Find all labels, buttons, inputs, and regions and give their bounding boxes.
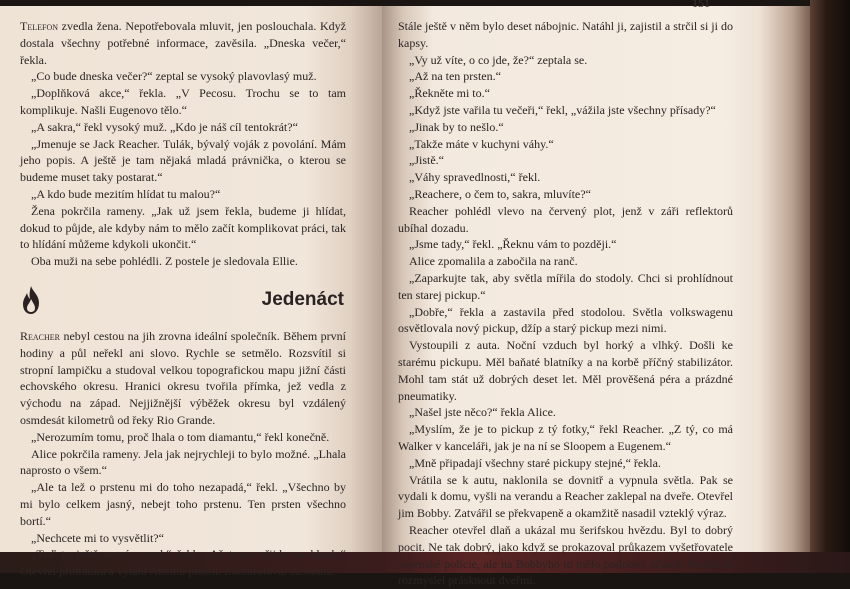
chapter-text (20, 328, 346, 580)
paragraph (398, 119, 733, 136)
left-page-top-text (20, 18, 346, 270)
paragraph (20, 328, 346, 429)
page-number: 151 (692, 0, 710, 10)
paragraph (398, 169, 733, 186)
paragraph-text: zvedla žena. Nepotřebovala mluvit, jen poslouchala. Když dostala všechny potřebné informace, zavěsila. „Dneska večer,“ řekla. (20, 19, 346, 67)
paragraph-text: „A kdo bude mezitím hlídat tu malou?“ (31, 186, 221, 201)
paragraph (398, 136, 733, 153)
paragraph-text: „Jistě.“ (409, 153, 444, 168)
paragraph (20, 136, 346, 186)
book-page-edges (810, 0, 850, 573)
paragraph (20, 68, 346, 85)
paragraph-text: „Řekněte mi to.“ (409, 86, 490, 101)
paragraph-text: „Když jste vařila tu večeři,“ řekl, „vážila jste všechny přísady?“ (409, 102, 716, 117)
right-page-column (398, 18, 733, 589)
paragraph (20, 546, 346, 580)
paragraph (398, 68, 733, 85)
paragraph-text: „Až na ten prsten.“ (409, 69, 501, 84)
paragraph (398, 236, 733, 253)
paragraph (398, 304, 733, 338)
paragraph-text: „Myslím, že je to pickup z tý fotky,“ řekl Reacher. „Z tý, co má Walker v kanceláři, jak je na ní se Sloopem a Eugenem.“ (398, 422, 733, 453)
left-page (0, 6, 382, 579)
paragraph-text: Stále ještě v něm bylo deset nábojnic. Natáhl ji, zajistil a strčil si ji do kapsy. (398, 19, 733, 50)
right-page (382, 0, 810, 588)
paragraph (20, 186, 346, 203)
paragraph (20, 18, 346, 68)
paragraph-text: „Dobře,“ řekla a zastavila před stodolou. Světla volkswagenu osvětlovala nový pickup, džíp a starý pickup mezi nimi. (398, 304, 733, 336)
paragraph-text: „Ale ta lež o prstenu mi do toho nezapadá,“ řekl. „Všechno by mi bylo celkem jasný, nebejt toho prstenu. Ten prsten všechno bortí.“ (20, 480, 346, 528)
paragraph (398, 337, 733, 404)
paragraph-text: nebyl cestou na jih zrovna ideální společník. Během první hodiny a půl neřekl ani slovo. Rychle se setmělo. Rozsvítil si stropní lampičku a studoval velkou topografickou mapu jižní části echovského okresu. Hranici okresu tvořila přímka, jež vedla z východu na západ. Nejjižnější výběžek okresu byl vzdálený osmdesát kilometrů od řeky Rio Grande. (20, 328, 346, 427)
paragraph (20, 479, 346, 529)
left-page-column (20, 18, 346, 580)
paragraph-text: „Zaparkujte tak, aby světla mířila do stodoly. Chci si prohlídnout ten starej pickup.“ (398, 270, 733, 302)
paragraph (20, 85, 346, 119)
paragraph (20, 446, 346, 480)
paragraph (20, 530, 346, 547)
small-caps-lead: Telefon (20, 19, 58, 33)
paragraph-text: Vrátila se k autu, naklonila se dovnitř a vypnula světla. Pak se vydali k domu, vyšli na verandu a Reacher zaklepal na dveře. Otevřel jim Bobby. Zatvářil se překvapeně a okamžitě nasadil vzteklý výraz. (398, 472, 733, 521)
paragraph-text: Reacher pohlédl vlevo na červený plot, jenž v záři reflektorů ubíhal dozadu. (398, 203, 733, 235)
paragraph-text: „Jinak by to nešlo.“ (409, 119, 504, 134)
paragraph-text: Žena pokrčila rameny. „Jak už jsem řekla, budeme ji hlídat, dokud to půjde, ale kdyby nám to mělo začít komplikovat práci, tak to hlídání můžeme kdykoli ukončit.“ (20, 203, 346, 252)
paragraph (398, 522, 733, 589)
paragraph-text: „Váhy spravedlnosti,“ řekl. (409, 170, 541, 185)
right-page-text (398, 18, 733, 589)
paragraph (398, 102, 733, 119)
paragraph (398, 203, 733, 237)
paragraph-text: „Našel jste něco?“ řekla Alice. (409, 405, 556, 420)
paragraph-text: „Reachere, o čem to, sakra, mluvíte?“ (409, 186, 591, 201)
paragraph-text: Alice zpomalila a zabočila na ranč. (409, 254, 578, 269)
paragraph (20, 203, 346, 253)
paragraph (398, 472, 733, 522)
paragraph (398, 186, 733, 203)
chapter-header (20, 284, 346, 316)
paragraph-text: „A sakra,“ řekl vysoký muž. „Kdo je náš cíl tentokrát?“ (31, 119, 298, 134)
paragraph-text: „Teď to ještě nemá smysl,“ řekl. „Až tomu přijdu na kloub.“ Otevřel přihrádku a vytáhl Alicinu pistoli. Zkontroloval zásobník. (20, 547, 346, 579)
paragraph-text: Oba muži na sebe pohlédli. Z postele je sledovala Ellie. (31, 254, 298, 269)
paragraph-text: „Mně připadají všechny staré pickupy stejné,“ řekla. (409, 455, 661, 470)
paragraph-text: Vystoupili z auta. Noční vzduch byl horký a vlhký. Došli ke starému pickupu. Měl baňaté blatníky a na korbě příčný stabilizátor. Mohl tam stát už dobrých deset let. Měl prověšená péra a prázdné pneumatiky. (398, 338, 733, 403)
paragraph (398, 270, 733, 304)
paragraph (398, 85, 733, 102)
paragraph (20, 429, 346, 446)
paragraph (398, 253, 733, 270)
paragraph-text: „Jmenuje se Jack Reacher. Tulák, bývalý voják z povolání. Mám jeho popis. A ještě je tam nějaká mladá právnička, o kterou se budeme muset taky postarat.“ (20, 136, 346, 185)
paragraph-text: „Doplňková akce,“ řekla. „V Pecosu. Trochu se to tam komplikuje. Našli Eugenovo tělo.“ (20, 86, 346, 117)
small-caps-lead: Reacher (20, 328, 61, 343)
paragraph (398, 404, 733, 421)
paragraph (398, 421, 733, 455)
paragraph (398, 52, 733, 69)
paragraph-text: „Vy už víte, o co jde, že?“ zeptala se. (409, 52, 588, 67)
paragraph-text: „Co bude dneska večer?“ zeptal se vysoký plavovlasý muž. (31, 69, 317, 84)
paragraph-text: „Nerozumím tomu, proč lhala o tom diamantu,“ řekl konečně. (31, 429, 330, 444)
paragraph-text: Reacher otevřel dlaň a ukázal mu šerifskou hvězdu. Byl to dobrý pocit. Ne tak dobrý, jako když se prokazoval průkazem vyšetřovatele vojenské policie, ale na Bobbyho to mělo podobný účinek. Rychle si rozmyslel prásknout dveřmi. (398, 522, 733, 588)
paragraph-text: „Jsme tady,“ řekl. „Řeknu vám to později.“ (409, 237, 617, 252)
paragraph (20, 253, 346, 270)
paragraph (398, 152, 733, 169)
paragraph (398, 18, 733, 52)
paragraph (398, 455, 733, 472)
paragraph (20, 119, 346, 136)
paragraph-text: „Takže máte v kuchyni váhy.“ (409, 136, 554, 151)
paragraph-text: Alice pokrčila rameny. Jela jak nejrychleji to bylo možné. „Lhala naprosto o všem.“ (20, 446, 346, 478)
flame-icon (20, 285, 42, 315)
chapter-title: Jedenáct (261, 288, 344, 310)
paragraph-text: „Nechcete mi to vysvětlit?“ (31, 530, 164, 545)
